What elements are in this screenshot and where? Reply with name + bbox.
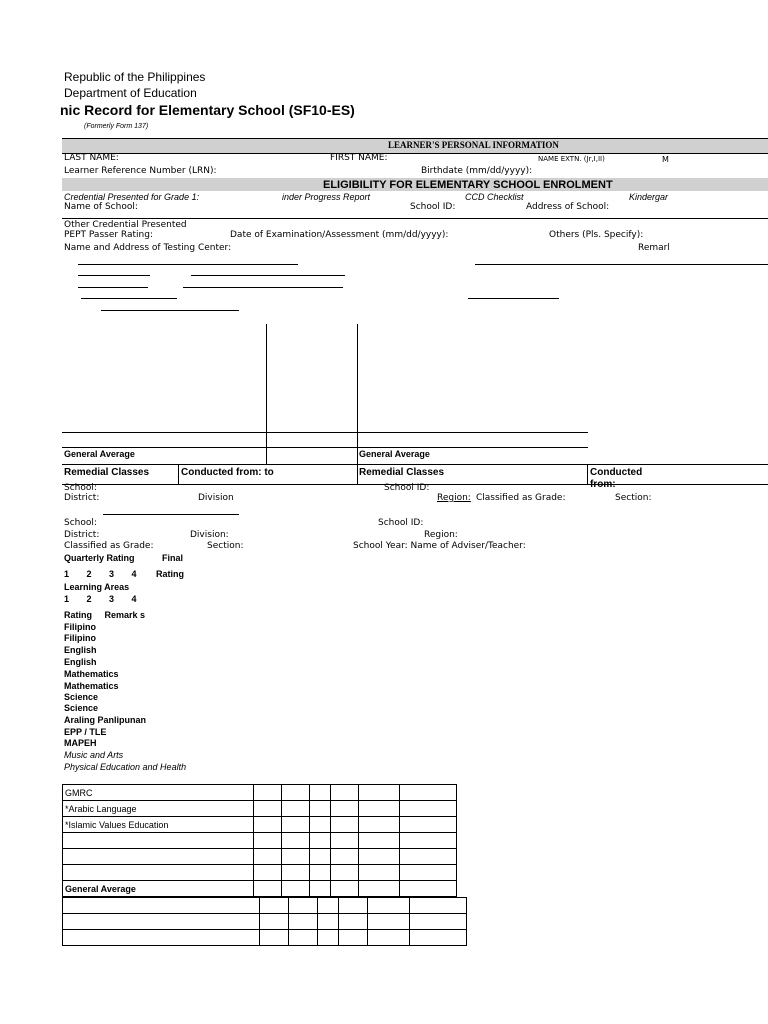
school-id-label: School ID: bbox=[410, 202, 456, 212]
ccd-checklist-label: CCD Checklist bbox=[465, 192, 524, 202]
pept-rating-label: PEPT Passer Rating: bbox=[64, 230, 153, 240]
table-row bbox=[63, 801, 457, 817]
name-of-school-label: Name of School: bbox=[64, 202, 138, 212]
quarter-numbers-1: 1 2 3 4 bbox=[64, 569, 137, 579]
birthdate-label: Birthdate (mm/dd/yyyy): bbox=[421, 166, 533, 176]
remedial-right: Remedial Classes bbox=[359, 467, 445, 478]
blank-line bbox=[78, 287, 148, 288]
kindergarten-label: Kindergar bbox=[629, 192, 669, 202]
blank-line bbox=[78, 275, 150, 276]
section-label-2: Section: bbox=[207, 541, 244, 551]
table-row bbox=[63, 865, 457, 881]
school-id-label-1: School ID: bbox=[384, 483, 430, 493]
testing-center-label: Name and Address of Testing Center: bbox=[64, 243, 232, 253]
blank-line bbox=[101, 310, 239, 311]
blank-line bbox=[475, 264, 768, 265]
lrn-label: Learner Reference Number (LRN): bbox=[64, 166, 217, 176]
final-label: Final bbox=[162, 553, 184, 563]
last-name-label: LAST NAME: bbox=[64, 153, 119, 163]
blank-line bbox=[103, 514, 239, 515]
blank-line bbox=[81, 298, 177, 299]
school-label-2: School: bbox=[64, 518, 97, 528]
quarterly-rating-label: Quarterly Rating bbox=[64, 553, 135, 563]
district-label-2: District: bbox=[64, 530, 100, 540]
table-cell: *Islamic Values Education bbox=[63, 817, 254, 833]
conducted-right: Conducted bbox=[590, 467, 643, 478]
blank-line bbox=[78, 264, 298, 265]
credential-grade1-label: Credential Presented for Grade 1: bbox=[64, 192, 200, 202]
division-label-2: Division: bbox=[190, 530, 229, 540]
department-label: Department of Education bbox=[64, 86, 197, 100]
republic-label: Republic of the Philippines bbox=[64, 70, 206, 84]
blank-line bbox=[191, 275, 345, 276]
subject-label: Mathematics bbox=[64, 681, 119, 691]
school-id-label-2: School ID: bbox=[378, 518, 424, 528]
remedial-table bbox=[62, 897, 467, 946]
remark-label: Remarl bbox=[638, 243, 670, 253]
subject-label: Filipino bbox=[64, 622, 96, 632]
address-of-school-label: Address of School: bbox=[526, 202, 610, 212]
table-cell bbox=[63, 833, 254, 849]
formerly-label: (Formerly Form 137) bbox=[84, 123, 149, 130]
blank-line bbox=[183, 287, 343, 288]
general-average-right: General Average bbox=[359, 449, 430, 459]
classified-label-1: Classified as Grade: bbox=[476, 493, 566, 503]
subject-label: Science bbox=[64, 703, 99, 713]
table-row bbox=[63, 817, 457, 833]
table-row bbox=[63, 881, 457, 897]
remedial-left: Remedial Classes bbox=[64, 467, 150, 478]
others-specify-label: Others (Pls. Specify): bbox=[549, 230, 644, 240]
subject-label: English bbox=[64, 657, 97, 667]
mapeh-sub-label: Music and Arts bbox=[64, 750, 124, 760]
table-cell bbox=[63, 849, 254, 865]
school-year-adviser-label: School Year: Name of Adviser/Teacher: bbox=[353, 541, 526, 551]
eligibility-heading: ELIGIBILITY FOR ELEMENTARY SCHOOL ENROLMENT bbox=[323, 179, 613, 191]
division-label-1: Division bbox=[198, 493, 234, 503]
subject-label: Araling Panlipunan bbox=[64, 715, 147, 725]
table-row bbox=[63, 833, 457, 849]
subjects-table bbox=[62, 784, 457, 897]
progress-report-label: inder Progress Report bbox=[282, 192, 371, 202]
table-cell: *Arabic Language bbox=[63, 801, 254, 817]
date-exam-label: Date of Examination/Assessment (mm/dd/yyyy): bbox=[230, 230, 449, 240]
table-row bbox=[63, 930, 467, 946]
mapeh-sub-label: Physical Education and Health bbox=[64, 762, 187, 772]
first-name-label: FIRST NAME: bbox=[330, 153, 388, 163]
subject-label: Science bbox=[64, 692, 99, 702]
quarter-numbers-2: 1 2 3 4 bbox=[64, 594, 137, 604]
personal-info-heading: LEARNER'S PERSONAL INFORMATION bbox=[388, 140, 559, 150]
subject-label: EPP / TLE bbox=[64, 727, 107, 737]
other-credential-label: Other Credential Presented bbox=[64, 220, 187, 230]
table-cell bbox=[63, 865, 254, 881]
table-cell: General Average bbox=[63, 881, 254, 897]
subject-label: English bbox=[64, 645, 97, 655]
table-row bbox=[63, 849, 457, 865]
rating-remarks-label: Rating Remark s bbox=[64, 610, 146, 620]
general-average-left: General Average bbox=[64, 449, 135, 459]
learning-areas-label: Learning Areas bbox=[64, 582, 130, 592]
form-title: nic Record for Elementary School (SF10-ES) bbox=[60, 102, 355, 118]
conducted-left: Conducted from: to bbox=[181, 467, 274, 478]
table-row bbox=[63, 898, 467, 914]
rating-label: Rating bbox=[156, 569, 184, 579]
table-cell: GMRC bbox=[63, 785, 254, 801]
subject-label: Mathematics bbox=[64, 669, 119, 679]
district-label-1: District: bbox=[64, 493, 100, 503]
subject-label: Filipino bbox=[64, 633, 96, 643]
name-extn-label: NAME EXTN. (Jr,I,II) bbox=[538, 155, 605, 163]
blank-line bbox=[468, 298, 559, 299]
school-label-1: School: bbox=[64, 483, 97, 493]
section-label-1: Section: bbox=[615, 493, 652, 503]
middle-name-label-cut: M bbox=[662, 155, 669, 164]
classified-label-2: Classified as Grade: bbox=[64, 541, 154, 551]
table-row bbox=[63, 914, 467, 930]
region-label-1: Region: bbox=[437, 493, 471, 503]
region-label-2: Region: bbox=[424, 530, 458, 540]
table-row bbox=[63, 785, 457, 801]
subject-label: MAPEH bbox=[64, 738, 97, 748]
